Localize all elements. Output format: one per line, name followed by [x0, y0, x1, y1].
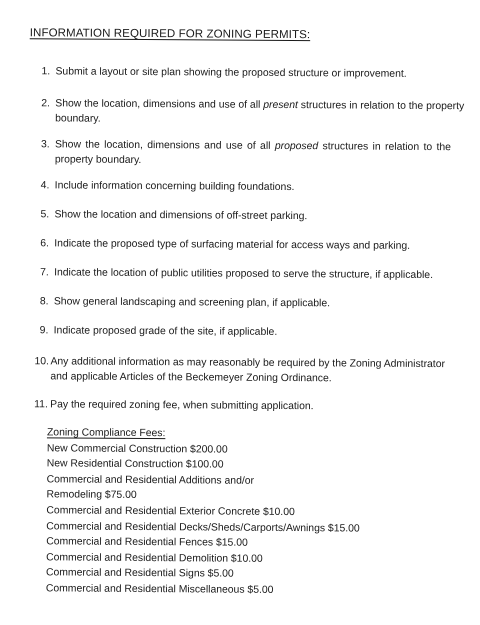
fee-line: New Commercial Construction $200.00 [46, 442, 228, 456]
zoning-fees-block [46, 425, 361, 599]
fee-line: Commercial and Residential Additions and/or [46, 474, 255, 487]
list-item-5 [40, 207, 307, 224]
fee-line: Commercial and Residential Demolition $10.00 [46, 552, 263, 565]
list-item-6 [40, 236, 410, 254]
list-item-text: Submit a layout or site plan showing the proposed structure or improvement. [55, 66, 407, 80]
list-item-number: 5. [40, 209, 50, 221]
fee-line: Remodeling $75.00 [46, 489, 137, 502]
fee-line: Commercial and Residential Decks/Sheds/Carports/Awnings $15.00 [46, 520, 360, 535]
list-item-number: 4. [40, 180, 50, 192]
list-item-text: Include information concerning building foundations. [54, 180, 295, 194]
list-item-text: Show general landscaping and screening plan, if applicable. [53, 296, 331, 310]
list-item-continuation: and applicable Articles of the Beckemeyer Zoning Ordinance. [50, 371, 332, 385]
list-item-1 [41, 64, 451, 82]
list-item-number: 2. [41, 98, 50, 110]
list-item-text: Indicate the location of public utilities proposed to serve the structure, if applicable. [54, 267, 434, 282]
list-item-text: Show the location, dimensions and use of all present structures in relation to the property [55, 98, 465, 113]
list-item-text: Indicate proposed grade of the site, if applicable. [53, 325, 278, 338]
list-item-number: 1. [41, 66, 51, 78]
list-item-4 [41, 178, 295, 195]
list-item-text: Indicate the proposed type of surfacing material for access ways and parking. [54, 238, 411, 252]
list-item-number: 6. [40, 238, 50, 250]
fee-line: Commercial and Residential Exterior Concrete $10.00 [46, 505, 295, 519]
fee-line: Commercial and Residential Miscellaneous $5.00 [45, 583, 274, 596]
list-item-text: Show the location, dimensions and use of all proposed structures in relation to the [54, 139, 452, 154]
fee-line: New Residential Construction $100.00 [46, 458, 224, 471]
page-heading: INFORMATION REQUIRED FOR ZONING PERMITS: [29, 27, 311, 42]
list-item-text: Show the location and dimensions of off-street parking. [54, 209, 308, 223]
list-item-3 [41, 137, 451, 170]
list-item-number: 11. [34, 399, 48, 411]
list-item-text: Pay the required zoning fee, when submitting application. [50, 399, 314, 413]
list-item-10 [34, 354, 445, 387]
fee-line: Commercial and Residential Fences $15.00 [46, 536, 248, 549]
emphasis-present: present [263, 99, 298, 112]
list-item-7 [40, 265, 433, 283]
emphasis-proposed: proposed [274, 140, 319, 153]
list-item-continuation: boundary. [55, 113, 101, 125]
list-item-text: Any additional information as may reasonably be required by the Zoning Administrator [50, 356, 445, 371]
list-item-continuation: property boundary. [54, 154, 142, 166]
list-item-number: 10. [34, 356, 49, 368]
list-item-8 [40, 294, 330, 311]
list-item-number: 7. [40, 267, 49, 279]
list-item-2 [41, 96, 465, 129]
list-item-number: 3. [40, 139, 50, 151]
fee-line: Commercial and Residential Signs $5.00 [45, 567, 234, 580]
list-item-11 [34, 397, 314, 414]
fees-title: Zoning Compliance Fees: [46, 427, 166, 440]
list-item-number: 8. [39, 296, 49, 308]
list-item-number: 9. [39, 325, 49, 337]
list-item-9 [40, 323, 278, 340]
